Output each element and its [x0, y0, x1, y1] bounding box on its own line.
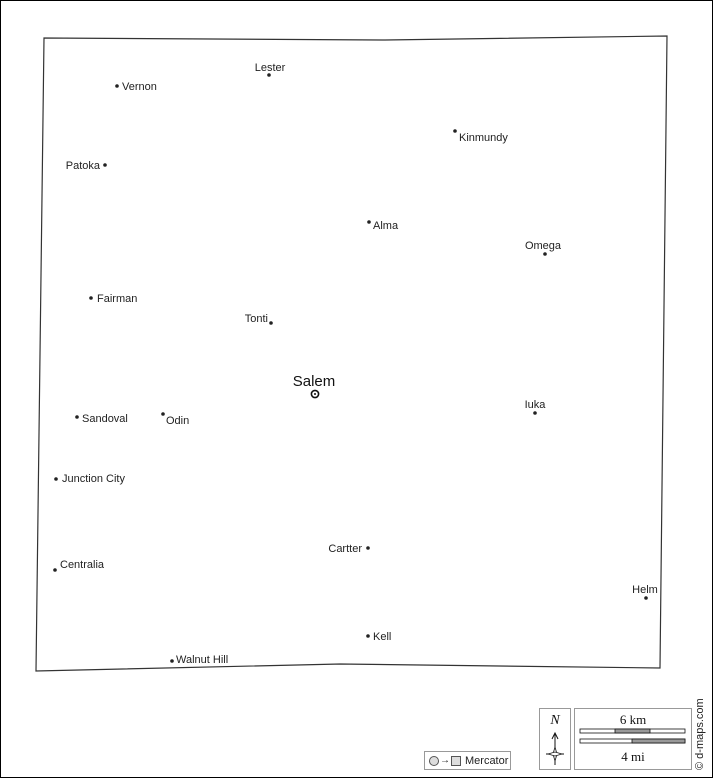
- town-label: Tonti: [244, 313, 268, 325]
- town-dot: [366, 634, 370, 638]
- projection-legend: [424, 751, 511, 770]
- town-dot: [54, 477, 58, 481]
- town-dot: [170, 659, 174, 663]
- town-dot: [269, 321, 273, 325]
- town-dot: [533, 411, 537, 415]
- town-label: Fairman: [97, 293, 138, 305]
- town-dot: [103, 163, 107, 167]
- town-label: Kell: [373, 631, 392, 643]
- town-label: Iuka: [524, 399, 546, 411]
- town-label: Sandoval: [82, 413, 128, 425]
- scale-mi-label: 4 mi: [621, 749, 645, 764]
- globe-icon: [429, 756, 439, 766]
- town-dot: [367, 220, 371, 224]
- flat-map-icon: [451, 756, 461, 766]
- town-dot: [75, 415, 79, 419]
- town-label: Vernon: [122, 81, 157, 93]
- town-label: Alma: [373, 220, 399, 232]
- projection-label: Mercator: [465, 754, 509, 767]
- arrow-icon: →: [440, 755, 450, 766]
- town-label: Patoka: [65, 160, 100, 172]
- capital-label: Salem: [292, 373, 336, 390]
- town-label: Kinmundy: [459, 132, 508, 144]
- town-label: Helm: [632, 584, 658, 596]
- town-label: Cartter: [328, 543, 362, 555]
- north-label: N: [550, 713, 560, 728]
- town-dot: [89, 296, 93, 300]
- town-label: Walnut Hill: [176, 654, 229, 666]
- town-dot: [366, 546, 370, 550]
- town-dot: [161, 412, 165, 416]
- town-dot: [543, 252, 547, 256]
- town-dot: [53, 568, 57, 572]
- scale-km-label: 6 km: [619, 712, 647, 727]
- scale-bar-box: [574, 708, 692, 770]
- town-dot: [644, 596, 648, 600]
- compass-icon: [540, 709, 570, 769]
- north-arrow-box: [539, 708, 571, 770]
- town-dot: [115, 84, 119, 88]
- town-label: Odin: [166, 415, 190, 427]
- county-outline: [36, 36, 667, 671]
- town-label: Lester: [254, 62, 286, 74]
- town-label: Junction City: [62, 473, 125, 485]
- capital-marker: [311, 390, 318, 397]
- copyright-credit: © d-maps.com: [694, 698, 706, 770]
- town-dot: [453, 129, 457, 133]
- town-label: Centralia: [60, 559, 105, 571]
- town-label: Omega: [524, 240, 562, 252]
